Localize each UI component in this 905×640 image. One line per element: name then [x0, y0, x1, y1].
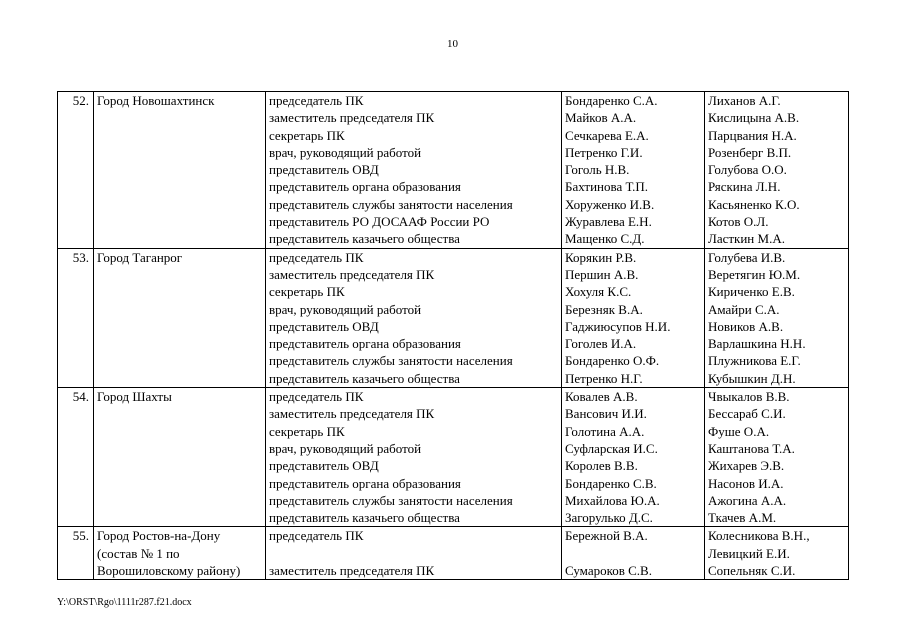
- main-member-line: Вансович И.И.: [565, 406, 647, 422]
- roles-cell: [266, 388, 562, 527]
- role-line: представитель ОВД: [269, 318, 379, 334]
- reserve-member-line: Жихарев Э.В.: [708, 458, 785, 474]
- table-row: [58, 248, 849, 387]
- role-line: врач, руководящий работой: [269, 301, 422, 317]
- reserve-member-line: Лиханов А.Г.: [708, 93, 781, 108]
- commission-table: [57, 91, 849, 580]
- main-member-line: Ковалев А.В.: [565, 389, 638, 405]
- role-line: представитель службы занятости населения: [269, 196, 513, 212]
- reserve-members-cell: [705, 388, 849, 527]
- main-member-line: Журавлева Е.Н.: [565, 214, 652, 230]
- reserve-member-line: Кислицына А.В.: [708, 110, 800, 126]
- role-line: представитель службы занятости населения: [269, 353, 513, 369]
- main-member-line: Бондаренко О.Ф.: [565, 353, 660, 369]
- reserve-member-line: Голубова О.О.: [708, 162, 787, 178]
- reserve-member-line: Розенберг В.П.: [708, 144, 792, 160]
- role-line: представитель ОВД: [269, 162, 379, 178]
- city-line: Город Новошахтинск: [97, 93, 215, 108]
- role-line: секретарь ПК: [269, 284, 345, 300]
- reserve-members-cell: [705, 92, 849, 249]
- role-line: представитель органа образования: [269, 336, 461, 352]
- role-line: представитель органа образования: [269, 179, 461, 195]
- table-row: [58, 388, 849, 527]
- reserve-member-line: Варлашкина Н.Н.: [708, 336, 806, 352]
- main-member-line: Сумароков С.В.: [565, 563, 652, 579]
- reserve-member-line: Новиков А.В.: [708, 318, 784, 334]
- role-line: заместитель председателя ПК: [269, 406, 435, 422]
- city-line: Город Таганрог: [97, 249, 183, 265]
- main-member-line: Бахтинова Т.П.: [565, 179, 649, 195]
- role-line: врач, руководящий работой: [269, 440, 422, 456]
- main-member-line: Бондаренко С.А.: [565, 93, 658, 108]
- reserve-member-line: Сопельняк С.И.: [708, 563, 796, 579]
- role-line: секретарь ПК: [269, 423, 345, 439]
- reserve-member-line: Колесникова В.Н.,: [708, 528, 810, 544]
- main-members-cell: [562, 248, 705, 387]
- reserve-member-line: Котов О.Л.: [708, 214, 769, 230]
- main-member-line: [565, 545, 704, 562]
- reserve-member-line: Парцвания Н.А.: [708, 127, 797, 143]
- roles-cell: [266, 248, 562, 387]
- role-line: врач, руководящий работой: [269, 144, 422, 160]
- reserve-members-cell: [705, 248, 849, 387]
- main-member-line: Бережной В.А.: [565, 528, 648, 544]
- city-line: Ворошиловскому району): [97, 563, 241, 579]
- role-line: секретарь ПК: [269, 127, 345, 143]
- row-number: 55.: [58, 527, 94, 580]
- main-member-line: Петренко Г.И.: [565, 144, 643, 160]
- city-name-cell: [94, 527, 266, 580]
- role-line: представитель казачьего общества: [269, 510, 460, 526]
- reserve-member-line: Ажогина А.А.: [708, 492, 787, 508]
- city-name-cell: [94, 248, 266, 387]
- reserve-member-line: Плужникова Е.Г.: [708, 353, 801, 369]
- main-member-line: Майков А.А.: [565, 110, 637, 126]
- main-members-cell: [562, 527, 705, 580]
- reserve-member-line: Веретягин Ю.М.: [708, 266, 801, 282]
- city-line: Город Шахты: [97, 389, 172, 405]
- role-line: заместитель председателя ПК: [269, 563, 435, 579]
- reserve-member-line: Ткачев А.М.: [708, 510, 777, 526]
- main-member-line: Петренко Н.Г.: [565, 370, 643, 386]
- page-number: 10: [447, 38, 458, 50]
- role-line: представитель казачьего общества: [269, 370, 460, 386]
- roles-cell: [266, 92, 562, 249]
- role-line: председатель ПК: [269, 249, 364, 265]
- reserve-member-line: Бессараб С.И.: [708, 406, 786, 422]
- main-member-line: Загорулько Д.С.: [565, 510, 653, 526]
- main-member-line: Сечкарева Е.А.: [565, 127, 649, 143]
- table-row: [58, 92, 849, 249]
- city-name-cell: [94, 92, 266, 249]
- main-member-line: Королев В.В.: [565, 458, 638, 474]
- main-members-cell: [562, 388, 705, 527]
- main-member-line: Хохуля К.С.: [565, 284, 632, 300]
- table-body: [58, 92, 849, 580]
- main-members-cell: [562, 92, 705, 249]
- main-member-line: Суфларская И.С.: [565, 440, 658, 456]
- reserve-member-line: Насонов И.А.: [708, 475, 784, 491]
- reserve-member-line: Кириченко Е.В.: [708, 284, 795, 300]
- role-line: заместитель председателя ПК: [269, 266, 435, 282]
- table-row: [58, 527, 849, 580]
- reserve-member-line: Каштанова Т.А.: [708, 440, 795, 456]
- reserve-member-line: Кубышкин Д.Н.: [708, 370, 796, 386]
- city-name-cell: [94, 388, 266, 527]
- role-line: [269, 545, 561, 562]
- main-member-line: Гоголь Н.В.: [565, 162, 630, 178]
- reserve-member-line: Ряскина Л.Н.: [708, 179, 781, 195]
- row-number: 52.: [58, 92, 94, 249]
- main-member-line: Корякин Р.В.: [565, 249, 637, 265]
- main-member-line: Мащенко С.Д.: [565, 231, 645, 247]
- reserve-member-line: Ласткин М.А.: [708, 231, 785, 247]
- role-line: представитель службы занятости населения: [269, 492, 513, 508]
- main-member-line: Гаджиюсупов Н.И.: [565, 318, 671, 334]
- main-member-line: Хоруженко И.В.: [565, 196, 655, 212]
- city-line: Город Ростов-на-Дону: [97, 528, 221, 544]
- reserve-members-cell: [705, 527, 849, 580]
- role-line: председатель ПК: [269, 93, 364, 108]
- role-line: представитель ОВД: [269, 458, 379, 474]
- role-line: председатель ПК: [269, 389, 364, 405]
- role-line: заместитель председателя ПК: [269, 110, 435, 126]
- reserve-member-line: Касьяненко К.О.: [708, 196, 800, 212]
- main-member-line: Березняк В.А.: [565, 301, 643, 317]
- reserve-member-line: Левицкий Е.И.: [708, 545, 790, 561]
- reserve-member-line: Голубева И.В.: [708, 249, 786, 265]
- main-member-line: Бондаренко С.В.: [565, 475, 657, 491]
- role-line: представитель РО ДОСААФ России РО: [269, 214, 490, 230]
- reserve-member-line: Фуше О.А.: [708, 423, 770, 439]
- role-line: председатель ПК: [269, 528, 364, 544]
- city-line: (состав № 1 по: [97, 545, 180, 561]
- role-line: представитель казачьего общества: [269, 231, 460, 247]
- file-path-footer: Y:\ORST\Rgo\1111r287.f21.docx: [57, 597, 192, 608]
- main-member-line: Михайлова Ю.А.: [565, 492, 660, 508]
- main-member-line: Першин А.В.: [565, 266, 639, 282]
- roles-cell: [266, 527, 562, 580]
- role-line: представитель органа образования: [269, 475, 461, 491]
- row-number: 53.: [58, 248, 94, 387]
- main-member-line: Голотина А.А.: [565, 423, 645, 439]
- reserve-member-line: Амайри С.А.: [708, 301, 780, 317]
- row-number: 54.: [58, 388, 94, 527]
- reserve-member-line: Чвыкалов В.В.: [708, 389, 790, 405]
- main-member-line: Гоголев И.А.: [565, 336, 637, 352]
